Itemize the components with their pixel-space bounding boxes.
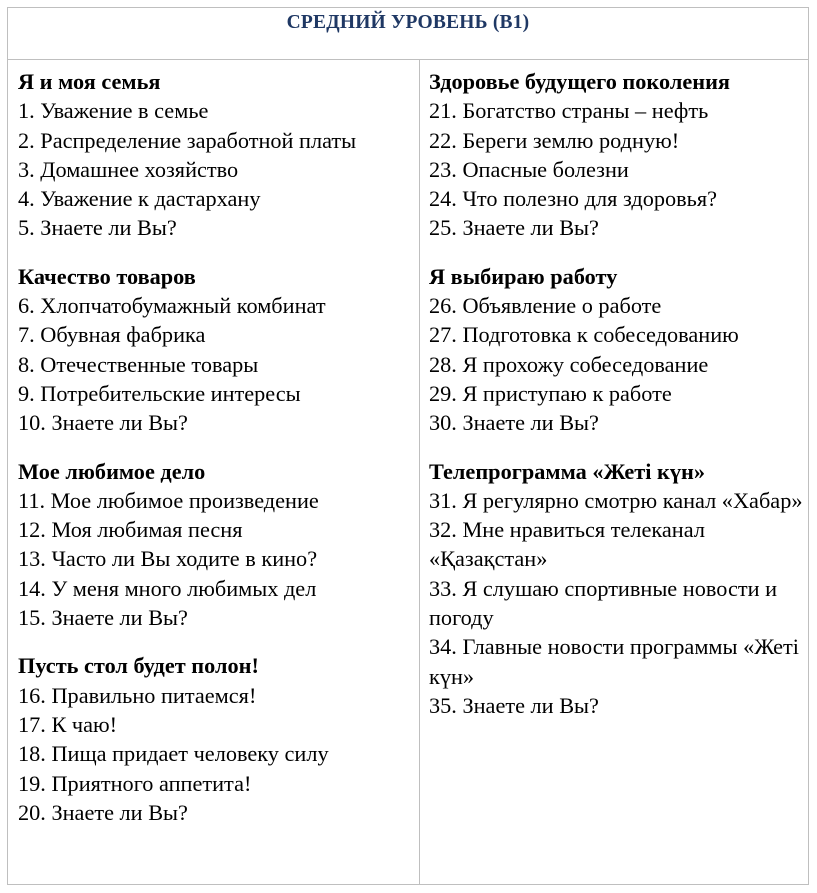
topic-item: 24. Что полезно для здоровья? xyxy=(429,186,717,212)
topic-item: 12. Моя любимая песня xyxy=(18,517,243,543)
section-favorite-activity xyxy=(18,457,414,633)
topic-item: 3. Домашнее хозяйство xyxy=(18,156,239,182)
topic-item: 17. К чаю! xyxy=(18,711,118,737)
column-divider xyxy=(419,60,420,885)
section-heading: Телепрограмма «Жеті күн» xyxy=(429,458,706,484)
topic-item: 23. Опасные болезни xyxy=(429,156,629,182)
left-column xyxy=(18,67,414,846)
topic-item: 22. Береги землю родную! xyxy=(429,127,680,153)
section-full-table xyxy=(18,651,414,827)
topic-item: 8. Отечественные товары xyxy=(18,351,259,377)
topic-item: 6. Хлопчатобумажный комбинат xyxy=(18,293,326,319)
section-heading: Качество товаров xyxy=(18,263,196,289)
page-title: СРЕДНИЙ УРОВЕНЬ (B1) xyxy=(286,12,530,33)
topic-item: 10. Знаете ли Вы? xyxy=(18,410,188,436)
section-heading: Я выбираю работу xyxy=(429,263,618,289)
topic-item: 20. Знаете ли Вы? xyxy=(18,799,188,825)
section-goods-quality xyxy=(18,262,414,438)
topic-item: 28. Я прохожу собеседование xyxy=(429,351,709,377)
topic-item: 7. Обувная фабрика xyxy=(18,322,206,348)
topic-item: 30. Знаете ли Вы? xyxy=(429,410,599,436)
topic-item: 34. Главные новости программы «Жеті күн» xyxy=(429,634,799,689)
right-column xyxy=(429,67,809,739)
section-heading: Пусть стол будет полон! xyxy=(18,653,259,679)
topic-item: 29. Я приступаю к работе xyxy=(429,380,672,406)
topic-item: 1. Уважение в семье xyxy=(18,98,209,124)
topic-item: 21. Богатство страны – нефть xyxy=(429,98,709,124)
topic-item: 15. Знаете ли Вы? xyxy=(18,605,188,631)
topics-table xyxy=(7,7,809,885)
topic-item: 31. Я регулярно смотрю канал «Хабар» xyxy=(429,487,803,513)
topic-item: 26. Объявление о работе xyxy=(429,293,662,319)
section-family xyxy=(18,67,414,243)
section-choose-job xyxy=(429,262,809,438)
section-tv-program xyxy=(429,457,809,721)
topic-item: 9. Потребительские интересы xyxy=(18,380,301,406)
topic-item: 33. Я слушаю спортивные новости и погоду xyxy=(429,575,778,631)
topic-item: 27. Подготовка к собеседованию xyxy=(429,322,739,348)
topic-item: 35. Знаете ли Вы? xyxy=(429,692,599,718)
topic-item: 11. Мое любимое произведение xyxy=(18,487,319,513)
topic-item: 5. Знаете ли Вы? xyxy=(18,215,177,241)
topic-item: 16. Правильно питаемся! xyxy=(18,682,257,708)
topic-item: 19. Приятного аппетита! xyxy=(18,770,252,796)
topic-item: 2. Распределение заработной платы xyxy=(18,127,357,153)
table-header-row xyxy=(8,8,808,60)
topic-item: 18. Пища придает человеку силу xyxy=(18,741,329,767)
topic-item: 13. Часто ли Вы ходите в кино? xyxy=(18,546,318,572)
section-heading: Здоровье будущего поколения xyxy=(429,69,730,94)
section-future-health xyxy=(429,67,809,243)
topic-item: 4. Уважение к дастархану xyxy=(18,186,261,212)
topic-item: 25. Знаете ли Вы? xyxy=(429,215,599,241)
topic-item: 14. У меня много любимых дел xyxy=(18,575,317,601)
topic-item: 32. Мне нравиться телеканал «Қазақстан» xyxy=(429,517,705,572)
section-heading: Я и моя семья xyxy=(18,69,161,94)
section-heading: Мое любимое дело xyxy=(18,458,206,484)
